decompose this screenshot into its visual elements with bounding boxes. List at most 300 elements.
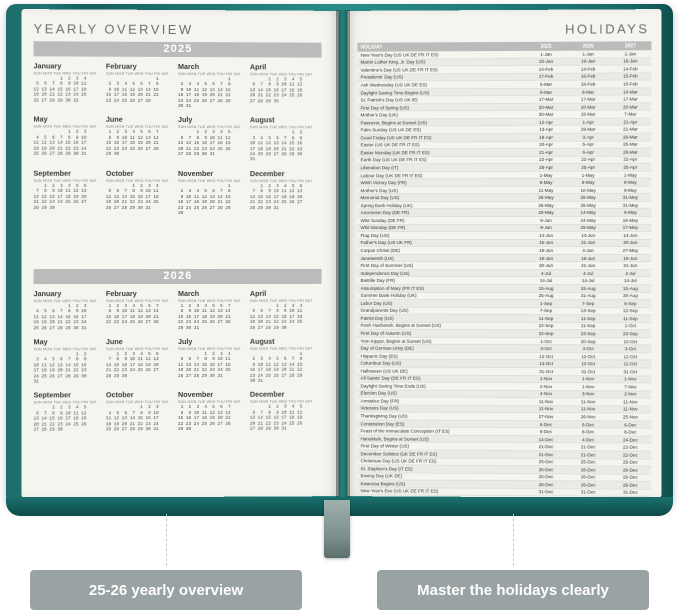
holiday-date: 14-Jul [581,278,595,284]
week-line: 9 10 11 12 13 14 15 [178,87,231,93]
holiday-date: 21-Jun [623,263,638,269]
holiday-date: 14-May [580,210,596,216]
week-line: 7 8 9 10 11 12 13 [105,357,159,363]
holiday-date: 27-May [622,247,639,253]
week-line: 13 14 15 16 17 18 19 [249,415,303,422]
week-line: 23 24 25 26 27 28 29 [178,98,231,104]
holiday-date: 4-Jul [583,270,594,276]
holiday-name: Bastille Day (FR) [360,278,396,284]
month-name: July [178,115,193,125]
holiday-name: Rosh Hashanah, Begins at Sunset (US) [360,323,442,329]
month-block [106,289,178,337]
holiday-name: Good Friday (US UK DE FR IT ES) [360,134,432,141]
holiday-date: 29-May [538,210,554,216]
holiday-date: 6-Dec [624,422,637,428]
week-line: 1 [178,183,231,189]
week-line: 15 16 17 18 19 20 21 [105,141,159,147]
ribbon-bookmark [324,500,350,558]
holiday-date: 7-Mar [624,111,637,117]
holiday-date: 3-Nov [581,391,595,397]
week-line: 28 29 30 [105,373,128,379]
month-block [178,289,250,337]
week-line: 24 25 26 27 28 29 30 [249,152,303,158]
week-line: 1 2 3 [33,304,87,310]
holiday-date: 21-Jun [581,240,596,246]
month-days [34,184,104,211]
weekday-header: SUN MON TUE WED THU FRI SAT [249,72,313,77]
column-header-holiday: HOLIDAY [360,44,383,51]
holiday-date: 19-Jun [623,255,638,261]
weekday-header: SUN MON TUE WED THU FRI SAT [178,178,241,183]
holiday-date: 3-Oct [624,346,636,352]
month-days [34,76,104,103]
month-row [34,390,324,439]
table-row [358,270,652,278]
holiday-date: 26-Dec [580,482,596,488]
week-line: 4 5 6 7 8 9 10 [33,309,87,315]
holiday-date: 3-Oct [582,346,594,352]
holiday-name: Veterans Day (US) [360,405,399,412]
week-line: 4 5 6 7 8 9 10 [105,410,159,417]
holiday-date: 11-Nov [623,399,638,405]
caption-connector-left [166,514,167,566]
month-name: February [105,61,137,71]
month-name: June [105,337,123,347]
holiday-name: WWII Victory Day (FR) [360,180,407,186]
holiday-date: 21-Apr [539,149,553,155]
week-line: 15 16 17 18 19 20 21 [178,314,231,320]
month-name: August [249,336,275,346]
week-line: 15 16 17 18 19 20 21 [178,416,231,422]
week-line: 22 23 24 25 26 27 28 [178,320,231,326]
week-line: 27 28 29 30 [33,427,63,433]
holiday-date: 6-Dec [539,421,553,427]
month-name: January [33,61,62,71]
week-line: 1 2 3 [105,405,159,411]
week-line: 1 2 3 4 5 [249,77,303,83]
holiday-date: 16-Feb [580,74,596,80]
holiday-date: 4-Jun [582,247,594,253]
month-row [34,61,324,116]
month-days [178,405,248,432]
holiday-date: 15-Aug [580,285,596,291]
month-block [34,289,106,337]
holiday-date: 22-Dec [622,444,638,450]
holiday-date: 1-Jan [540,51,552,57]
month-days [178,184,248,216]
holiday-name: Presidents' Day (US) [360,74,404,80]
holiday-name: Juneteenth (US) [360,255,394,261]
table-row [358,247,652,255]
week-line: 6 7 8 9 10 11 12 [249,82,303,88]
holiday-name: Election Day (US) [360,390,397,397]
holiday-date: 11-Oct [623,361,638,367]
week-line: 1 [249,351,303,357]
holiday-date: 25-Apr [581,164,596,170]
holiday-name: First Day of Summer (US) [360,263,414,269]
week-line: 1 2 [33,352,87,358]
holiday-date: 25-Apr [623,164,638,170]
month-row [34,169,324,223]
holiday-date: 31-May [622,194,639,201]
week-line: 2 3 4 5 6 7 8 [178,189,231,195]
month-row [34,337,324,391]
week-line: 20 21 22 23 24 25 26 [178,146,231,152]
week-line: 1 2 3 4 5 6 7 [178,405,231,411]
week-line: 20 21 22 23 24 25 26 [33,422,87,428]
holiday-name: Passover, Begins at Sunset (US) [360,119,428,126]
week-line: 15 16 17 18 19 20 21 [105,314,159,320]
holiday-name: Patriot Day (US) [360,315,394,321]
holiday-date: 21-Apr [623,119,638,125]
holiday-date: 25-Dec [538,459,554,465]
holiday-date: 20-Mar [623,104,638,110]
month-days [250,304,320,331]
weekday-header: SUN MON TUE WED THU FRI SAT [33,178,97,183]
week-line: 30 [178,210,184,216]
month-days [34,352,104,385]
column-header-2027: 2027 [624,42,636,49]
week-line: 29 30 [105,151,120,157]
month-block [106,390,178,438]
holiday-date: 6-Dec [581,421,595,427]
holiday-name: Hispanic Day (ES) [360,353,398,359]
holiday-date: 15-Aug [622,285,638,291]
weekday-header: SUN MON TUE WED THU FRI SAT [105,178,169,183]
holiday-date: 14-Jun [538,232,554,238]
week-line: 24 25 26 27 28 29 30 [33,373,87,380]
holiday-date: 1-Oct [624,323,636,329]
holiday-date: 8-Mar [582,89,595,95]
holiday-date: 11-May [538,187,554,193]
holiday-date: 19-Jun [538,255,554,261]
month-block [106,115,178,169]
left-page [21,9,338,498]
weekday-header: SUN MON TUE WED THU FRI SAT [105,299,169,304]
table-row [358,262,652,270]
week-line: 13 14 15 16 17 18 19 [33,416,87,422]
holiday-date: 31-Dec [538,489,554,495]
holiday-date: 9-May [623,187,637,193]
month-days [178,352,248,379]
holiday-name: All Saints' Day (DE FR IT ES) [360,375,421,382]
month-block [250,390,322,438]
holiday-date: 4-Jul [541,270,552,276]
month-name: May [33,114,48,125]
holiday-date: 31-Oct [581,368,596,374]
week-line: 21 22 23 24 25 26 27 [249,200,303,206]
month-days [106,405,176,432]
week-line: 12 13 14 15 16 17 18 [178,362,231,368]
week-line: 10 11 12 13 14 15 16 [33,363,87,369]
week-line: 31 [33,379,39,385]
holiday-date: 12-Sep [622,308,638,314]
week-line: 9 10 11 12 13 14 15 [178,194,231,200]
holiday-date: 21-Jun [581,263,596,269]
holiday-name: Ascension Day (DE FR) [360,210,409,216]
table-row [358,255,652,263]
week-line: 28 29 30 31 [249,205,279,211]
holiday-date: 4-Nov [539,391,553,397]
week-line: 12 13 14 15 16 17 18 [105,194,159,200]
week-line: 1 2 3 4 5 6 [249,183,303,190]
holiday-date: 22-Dec [622,452,638,458]
weekday-header: SUN MON TUE WED THU FRI SAT [178,71,241,77]
week-line: 1 2 3 4 [249,303,303,309]
week-line: 14 15 16 17 18 19 20 [105,362,159,369]
holiday-date: 11-Sep [580,323,596,329]
holiday-date: 31-Oct [539,368,553,374]
holiday-date: 21-Dec [580,452,596,458]
holiday-date: 18-Jan [623,58,638,64]
week-line: 9 10 11 12 13 14 15 [249,362,303,368]
month-days [106,304,176,326]
holiday-date: 25-Dec [622,459,638,465]
month-name: May [33,337,48,347]
holiday-date: 8-May [623,179,637,185]
calendar-grid-2026 [34,289,324,439]
weekday-header: SUN MON TUE WED THU FRI SAT [33,347,97,352]
holiday-date: 31-Dec [622,490,638,496]
month-block [34,337,106,391]
holiday-date: 11-Sep [580,316,596,322]
week-line: 1 2 3 4 5 [178,130,231,136]
week-line: 1 2 3 4 5 6 [105,352,159,358]
week-line: 16 17 18 19 20 21 22 [178,93,231,99]
holiday-date: 11-Nov [580,399,596,405]
holiday-date: 6-May [623,210,637,216]
holiday-name: Halloween (US UK DE) [360,368,408,374]
week-line: 19 20 21 22 23 24 25 [178,368,231,374]
month-days [250,405,320,432]
week-line: 1 2 3 [33,130,87,136]
month-name: January [33,289,62,299]
holiday-name: Whit Sunday (DE FR) [360,217,405,223]
month-name: November [178,168,214,178]
holiday-date: 8-Dec [581,429,595,435]
weekday-header: SUN MON TUE WED THU FRI SAT [249,298,313,303]
week-line: 1 2 3 4 5 6 [33,183,87,189]
holiday-name: St. Patrick's Day (US UK IE) [360,97,418,103]
week-line: 5 6 7 8 9 10 11 [249,309,303,315]
year-band-2025: 2025 [34,41,322,57]
holiday-date: 31-Aug [580,293,596,299]
month-days [250,352,320,385]
holiday-name: Christmas Day (US UK DE FR IT ES) [360,458,437,464]
week-line: 29 30 [178,427,192,433]
holiday-date: 17-Mar [538,96,554,102]
weekday-header: SUN MON TUE WED THU FRI SAT [249,346,313,351]
holiday-date: 25-May [580,225,596,231]
week-line: 26 27 28 29 30 31 [33,98,79,104]
week-line: 1 2 3 4 5 [249,405,303,411]
month-block [106,169,178,223]
month-days [178,130,248,157]
holiday-date: 20-Sep [580,338,596,344]
week-line: 19 20 21 22 23 24 25 [33,92,87,98]
holiday-date: 26-Dec [580,474,596,480]
holiday-name: Easter Monday (UK DE FR IT ES) [360,150,430,156]
week-line: 18 19 20 21 22 23 24 [33,320,87,326]
holidays-table-body [358,50,652,497]
week-line: 6 7 8 9 10 11 12 [178,135,231,141]
holiday-name: Daylight Saving Time Ends (US) [360,383,426,389]
week-line: 23 24 25 26 27 28 [105,98,151,104]
right-page [348,9,662,498]
table-row [358,240,652,248]
week-line: 11 12 13 14 15 16 17 [105,416,159,422]
holiday-date: 14-Jun [623,232,638,238]
holiday-date: 26-May [538,195,554,201]
holiday-date: 24-Dec [622,437,638,443]
holiday-name: First Day of Autumn (US) [360,330,412,336]
holiday-date: 25-May [580,195,596,201]
holiday-date: 25-May [580,202,596,208]
week-line: 19 20 21 22 23 24 25 [105,200,159,206]
holiday-date: 9-Jun [540,225,552,231]
holiday-name: Spring Bank Holiday (UK) [360,202,413,208]
month-block [250,337,322,390]
holiday-name: New Year's Eve (US UK DE FR IT ES) [360,488,439,495]
holiday-date: 15-Jun [538,240,554,246]
weekday-header: SUN MON TUE WED THU FRI SAT [33,124,97,130]
month-name: April [249,288,267,298]
holiday-date: 1-May [623,172,637,178]
holiday-date: 15-Mar [580,111,596,117]
month-days [106,352,176,379]
week-line: 20 21 22 23 24 25 26 [249,421,303,427]
holiday-date: 14-Jul [539,278,553,284]
weekday-header: SUN MON TUE WED THU FRI SAT [105,125,169,130]
holiday-date: 19-Jun [581,255,596,261]
holidays-table [358,41,652,497]
holiday-name: Corpus Christi (DE) [360,247,401,253]
week-line: 12 13 14 15 16 17 18 [33,87,87,93]
week-line: 1 2 3 4 [105,183,159,189]
holiday-date: 12-Oct [539,353,553,359]
holiday-date: 20-Jun [538,263,554,269]
holiday-date: 26-May [538,202,554,208]
holiday-date: 26-Dec [580,467,596,473]
holiday-date: 26-Dec [622,475,638,481]
week-line: 29 30 31 [178,325,200,331]
holiday-date: 9-Mar [540,89,553,95]
holiday-name: Labor Day (US) [360,300,393,306]
holiday-date: 19-Jun [538,247,554,253]
week-line: 8 9 10 11 12 13 14 [105,309,159,315]
weekday-header: SUN MON TUE WED THU FRI SAT [33,71,97,76]
holiday-name: St. Stephen's Day (IT ES) [360,466,413,472]
holiday-date: 22-Apr [539,157,553,163]
week-line: 5 6 7 8 9 10 11 [105,189,159,195]
week-line: 27 28 29 30 31 [178,152,215,158]
week-line: 27 28 29 30 31 [249,426,287,432]
holiday-date: 20-Mar [538,104,554,110]
holiday-name: Day of German Unity (DE) [360,345,414,351]
holiday-date: 7-Nov [624,384,637,390]
holiday-date: 20-Jun [623,240,638,246]
month-block [250,116,322,169]
weekday-header: SUN MON TUE WED THU FRI SAT [249,178,313,184]
holiday-name: Independence Day (US) [360,270,410,276]
holiday-date: 11-Nov [580,406,596,412]
weekday-header: SUN MON TUE WED THU FRI SAT [105,71,169,76]
holiday-date: 8-May [539,179,553,186]
page-title-yearly-overview: YEARLY OVERVIEW [33,21,194,38]
week-line: 14 15 16 17 18 19 20 [33,194,87,200]
holiday-date: 15-Feb [623,73,638,79]
week-line: 8 9 10 11 12 13 14 [178,309,231,315]
weekday-header: SUN MON TUE WED THU FRI SAT [33,299,97,304]
week-line: 16 17 18 19 20 21 22 [105,92,159,99]
holiday-name: Palm Sunday (US UK DE ES) [360,127,421,133]
holiday-date: 14-Feb [580,66,596,72]
caption-right: Master the holidays clearly [377,570,649,610]
month-block [106,337,178,391]
holiday-date: 21-Dec [538,451,554,457]
holiday-date: 22-Apr [581,157,596,163]
month-name: March [178,61,200,72]
month-name: November [178,390,214,400]
holiday-date: 29-Mar [580,126,596,133]
holiday-date: 30-Mar [538,111,554,118]
week-line: 8 9 10 11 12 13 14 [178,410,231,416]
week-line: 11 12 13 14 15 16 17 [33,314,87,321]
holiday-date: 1-Apr [582,119,594,125]
holiday-date: 17-Feb [538,74,554,80]
week-line: 7 8 9 10 11 12 13 [33,189,87,195]
week-line: 13 14 15 16 17 18 19 [178,141,231,147]
caption-connector-right [513,514,514,566]
holiday-date: 10-Oct [623,338,638,344]
month-name: April [249,62,267,72]
holiday-date: 15-Aug [538,285,554,291]
week-line: 21 22 23 24 25 26 27 [105,368,159,374]
month-days [34,130,104,157]
book-spine [336,10,350,497]
holiday-name: Whit Monday (DE FR) [360,225,406,231]
page-title-holidays: HOLIDAYS [565,21,650,37]
holiday-name: Memorial Day (US) [360,195,400,201]
holiday-date: 1-Nov [581,376,595,382]
week-line: 5 6 7 8 9 10 11 [33,81,87,88]
month-name: December [249,390,285,400]
holiday-date: 26-Dec [538,482,554,488]
holiday-name: Easter (US UK DE FR IT ES) [360,142,420,148]
holiday-date: 26-Nov [580,414,596,420]
holiday-name: Assumption of Mary (FR IT ES) [360,285,424,291]
holiday-date: 7-Sep [581,300,595,306]
month-days [178,304,248,331]
week-line: 1 2 3 4 5 6 7 [178,303,231,310]
week-line: 23 24 25 26 27 28 29 [178,205,231,211]
holiday-date: 18-Apr [539,134,553,140]
holiday-date: 5-Mar [540,81,553,87]
week-line: 27 28 29 30 [249,98,279,104]
week-line: 17 18 19 20 21 22 23 [249,146,303,152]
holiday-date: 14-Mar [623,88,638,95]
holiday-date: 25-Nov [622,414,638,420]
holiday-date: 11-Nov [538,399,554,405]
holiday-date: 31-Oct [623,369,638,375]
holiday-date: 8-May [581,179,595,185]
weekday-header: SUN MON TUE WED THU FRI SAT [178,346,241,352]
holiday-date: 22-Sep [538,323,554,329]
month-block [34,391,106,439]
table-row [358,488,652,497]
week-line: 25 26 27 28 29 30 31 [33,325,87,331]
holiday-date: 26-Mar [623,134,638,140]
